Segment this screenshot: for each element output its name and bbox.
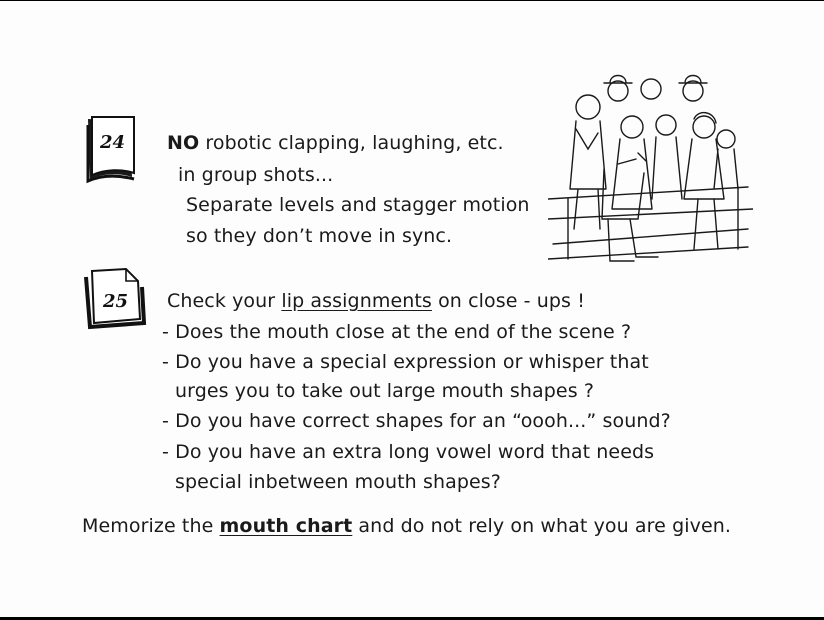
tip-24-no: NO [167,132,200,154]
crowd-clapping-illustration [548,69,753,269]
tip-25-line-1-pre: Check your [167,290,282,312]
tip-25-line-7: special inbetween mouth shapes? [175,471,501,493]
crowd-clapping-icon [548,76,753,262]
footer-pre: Memorize the [82,515,220,537]
tip-25-line-6: - Do you have an extra long vowel word that needs [162,441,655,463]
mouth-chart-emphasis: mouth chart [219,515,353,537]
tip-24-line-4: so they don’t move in sync. [186,225,453,247]
tip-24-line-3: Separate levels and stagger motion [186,194,530,216]
tip-24-line-1-rest: robotic clapping, laughing, etc. [199,132,504,154]
tip-25-line-1 [167,290,585,312]
footer-post: and do not rely on what you are given. [352,515,732,537]
tip-25-line-4: urges you to take out large mouth shapes ? [175,380,595,402]
tip-24-number: 24 [100,132,126,153]
tip-25-line-2: - Does the mouth close at the end of the scene ? [162,321,632,343]
tip-25-line-3: - Do you have a special expression or whisper that [162,351,649,373]
tip-25-line-5: - Do you have correct shapes for an “oooh...” sound? [162,410,671,432]
lip-assignments-underlined: lip assignments [281,290,432,312]
tip-25-number: 25 [103,291,129,312]
tip-24-line-1 [167,132,504,154]
tip-25-line-1-post: on close - ups ! [431,290,585,312]
tip-24-line-2: in group shots... [178,164,334,186]
page [0,1,824,617]
footer-memorize [82,515,731,537]
